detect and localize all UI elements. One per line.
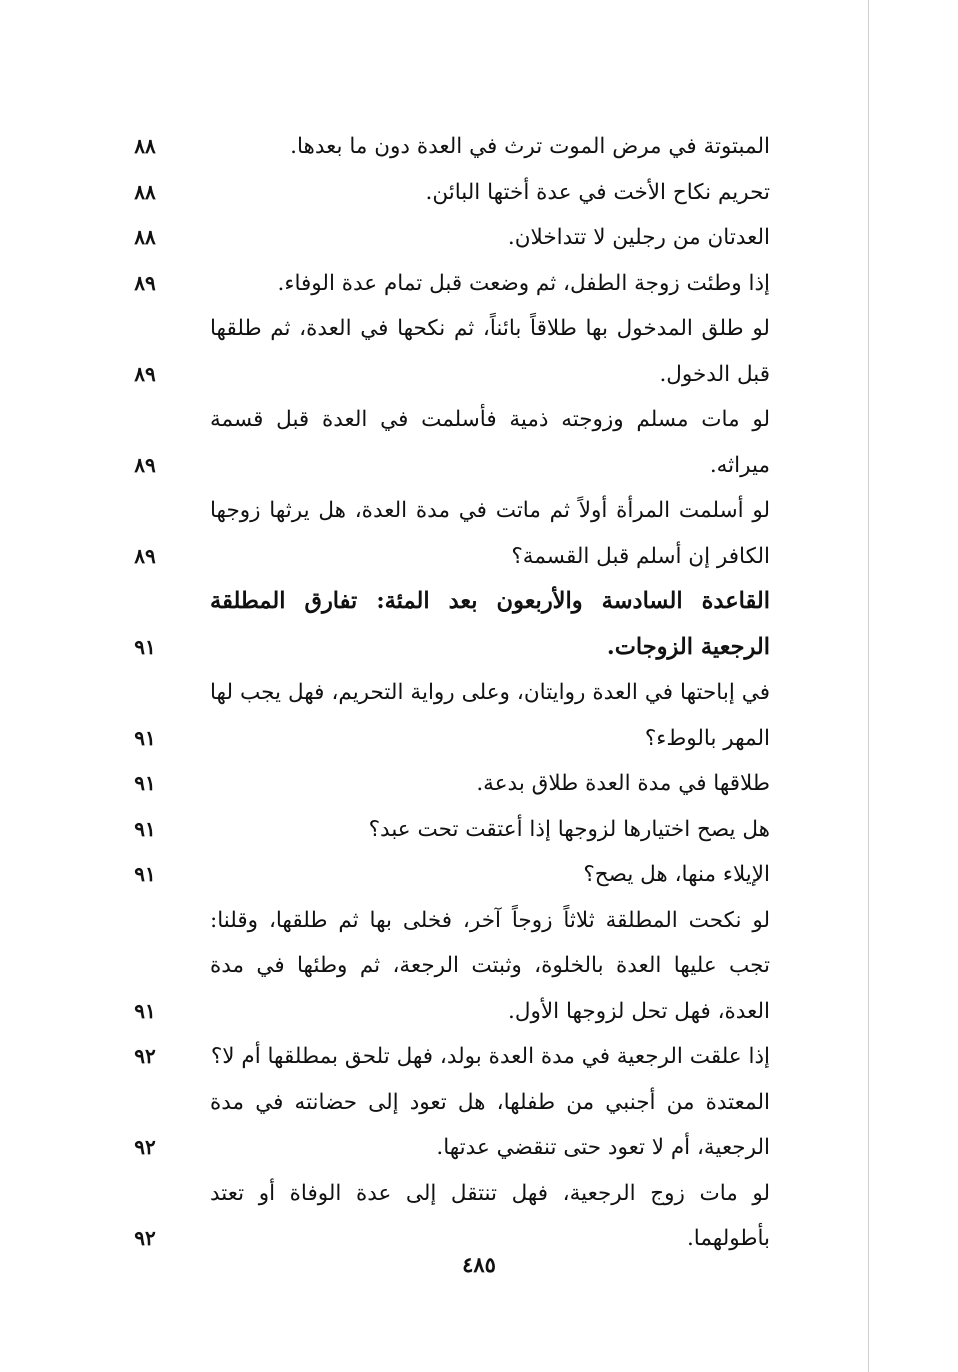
toc-entry <box>110 215 770 261</box>
entry-page-number: ٨٩ <box>134 543 156 568</box>
toc-entry <box>110 898 770 1035</box>
scan-edge-line <box>868 0 869 1372</box>
table-of-contents <box>110 124 770 1262</box>
toc-entry <box>110 1034 770 1080</box>
entry-title: المبتوتة في مرض الموت ترث في العدة دون ما بعدها. <box>290 134 770 159</box>
entry-title: لو أسلمت المرأة أولاً ثم ماتت في مدة العدة، هل يرثها زوجها الكافر إن أسلم قبل القسمة؟ <box>210 498 770 569</box>
toc-entry <box>110 670 770 761</box>
toc-entry <box>110 124 770 170</box>
toc-entry <box>110 807 770 853</box>
entry-page-number: ٩١ <box>134 816 156 841</box>
page-number: ٤٨٥ <box>462 1252 496 1277</box>
entry-title: لو نكحت المطلقة ثلاثاً زوجاً آخر، فخلى بها ثم طلقها، وقلنا: تجب عليها العدة بالخلوة، وثبتت الرجعة، ثم وطئها في مدة العدة، فهل تحل لزوجها الأول. <box>210 907 770 1024</box>
entry-title: المعتدة من أجنبي من طفلها، هل تعود إلى حضانته في مدة الرجعية، أم لا تعود حتى تنقضي عدتها. <box>210 1089 770 1160</box>
entry-title: إذا وطئت زوجة الطفل، ثم وضعت قبل تمام عدة الوفاء. <box>277 270 770 296</box>
toc-entry <box>110 170 770 216</box>
entry-page-number: ٩١ <box>134 725 156 750</box>
toc-entry <box>110 1171 770 1262</box>
entry-page-number: ٨٨ <box>134 225 156 249</box>
entry-title: طلاقها في مدة العدة طلاق بدعة. <box>476 771 770 796</box>
toc-entry <box>110 306 770 397</box>
entry-page-number: ٩١ <box>134 862 156 886</box>
entry-page-number: ٨٨ <box>134 134 156 158</box>
toc-entry <box>110 488 770 579</box>
entry-page-number: ٩١ <box>134 998 156 1023</box>
entry-title: العدتان من رجلين لا تتداخلان. <box>507 225 770 250</box>
entry-title: الإيلاء منها، هل يصح؟ <box>583 862 770 887</box>
toc-entry-heading <box>110 579 770 670</box>
entry-page-number: ٩١ <box>134 634 156 659</box>
entry-title: لو مات مسلم وزوجته ذمية فأسلمت في العدة قبل قسمة ميراثه. <box>210 407 770 478</box>
entry-title: إذا علقت الرجعية في مدة العدة بولد، فهل تلحق بمطلقها أم لا؟ <box>210 1044 770 1069</box>
entry-page-number: ٨٩ <box>134 270 156 295</box>
entry-page-number: ٨٩ <box>134 452 156 477</box>
entry-page-number: ٨٩ <box>134 361 156 386</box>
toc-entry <box>110 761 770 807</box>
entry-page-number: ٩٢ <box>134 1135 156 1159</box>
section-heading: القاعدة السادسة والأربعون بعد المئة: تفارق المطلقة الرجعية الزوجات. <box>210 588 770 660</box>
toc-entry <box>110 397 770 488</box>
entry-title: هل يصح اختيارها لزوجها إذا أعتقت تحت عبد؟ <box>368 816 770 842</box>
entry-title: لو مات زوج الرجعية، فهل تنتقل إلى عدة الوفاة أو تعتد بأطولهما. <box>210 1180 770 1251</box>
toc-entry <box>110 852 770 898</box>
entry-page-number: ٩٢ <box>134 1226 156 1250</box>
entry-page-number: ٩٢ <box>134 1044 156 1068</box>
entry-title: في إباحتها في العدة روايتان، وعلى رواية التحريم، فهل يجب لها المهر بالوطء؟ <box>210 680 770 751</box>
entry-page-number: ٩١ <box>134 771 156 795</box>
entry-title: تحريم نكاح الأخت في عدة أختها البائن. <box>425 179 770 205</box>
entry-title: لو طلق المدخول بها طلاقاً بائناً، ثم نكحها في العدة، ثم طلقها قبل الدخول. <box>210 316 770 387</box>
toc-entry <box>110 1080 770 1171</box>
entry-page-number: ٨٨ <box>134 179 156 204</box>
toc-entry <box>110 261 770 307</box>
